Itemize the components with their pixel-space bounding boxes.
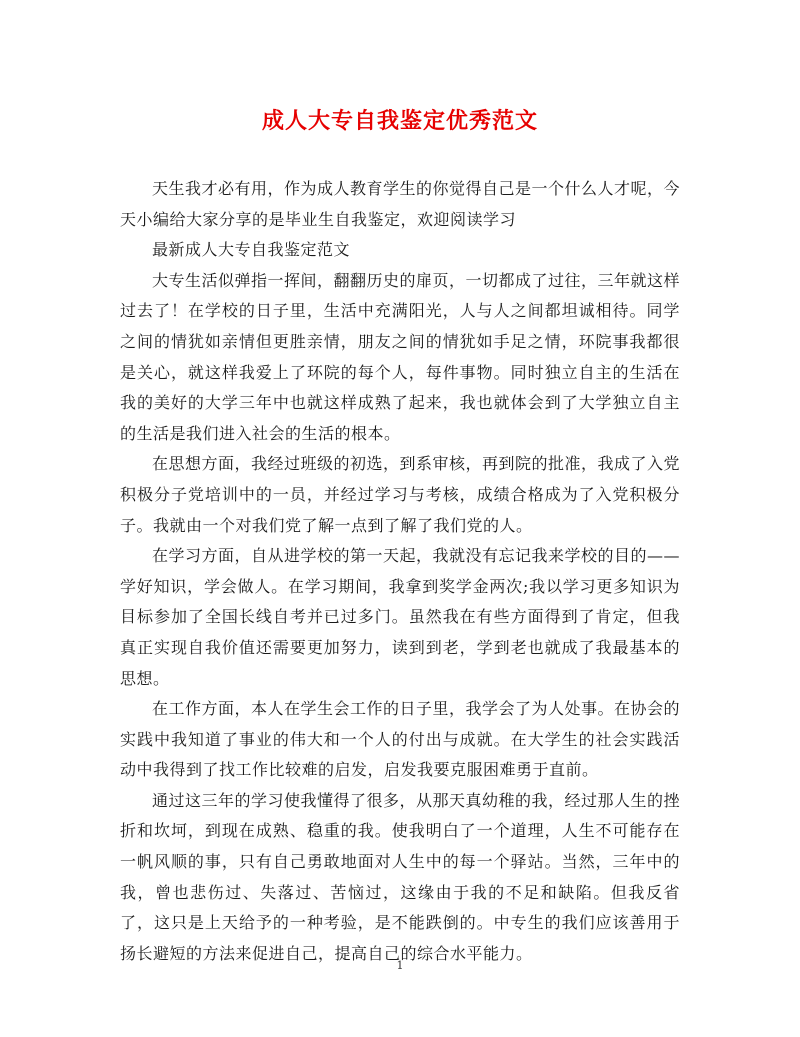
paragraph-college-life: 大专生活似弹指一挥间，翻翻历史的扉页，一切都成了过往，三年就这样过去了！在学校的日子里，生活中充满阳光，人与人之间都坦诚相待。同学之间的情犹如亲情但更胜亲情，朋友之间的情犹如手足之情，环院事我都很是关心，就这样我爱上了环院的每个人，每件事物。同时独立自主的生活在我的美好的大学三年中也就这样成熟了起来，我也就体会到了大学独立自主的生活是我们进入社会的生活的根本。 [120,270,681,443]
paragraph-work: 在工作方面，本人在学生会工作的日子里，我学会了为人处事。在协会的实践中我知道了事业的伟大和一个人的付出与成就。在大学生的社会实践活动中我得到了找工作比较难的启发，启发我要克服困难勇于直前。 [120,699,681,780]
document-body [120,174,680,969]
paragraph-summary: 通过这三年的学习使我懂得了很多，从那天真幼稚的我，经过那人生的挫折和坎坷，到现在成熟、稳重的我。使我明白了一个道理，人生不可能存在一帆风顺的事，只有自己勇敢地面对人生中的每一个驿站。当然，三年中的我，曾也悲伤过、失落过、苦恼过，这缘由于我的不足和缺陷。但我反省了，这只是上天给予的一种考验，是不能跌倒的。中专生的我们应该善用于扬长避短的方法来促进自己，提高自己的综合水平能力。 [120,790,681,963]
paragraph-ideology: 在思想方面，我经过班级的初选，到系审核，再到院的批准，我成了入党积极分子党培训中的一员，并经过学习与考核，成绩合格成为了入党积极分子。我就由一个对我们党了解一点到了解了我们党的人。 [120,454,681,535]
document-title: 成人大专自我鉴定优秀范文 [261,108,538,134]
section-heading: 最新成人大专自我鉴定范文 [152,240,351,260]
intro-paragraph: 天生我才必有用，作为成人教育学生的你觉得自己是一个什么人才呢，今天小编给大家分享的是毕业生自我鉴定，欢迎阅读学习 [120,179,681,229]
paragraph-study: 在学习方面，自从进学校的第一天起，我就没有忘记我来学校的目的——学好知识，学会做人。在学习期间，我拿到奖学金两次;我以学习更多知识为目标参加了全国长线自考并已过多门。虽然我在有些方面得到了肯定，但我真正实现自我价值还需要更加努力，读到到老，学到老也就成了我最基本的思想。 [120,546,681,688]
page-number: 1 [396,959,404,972]
